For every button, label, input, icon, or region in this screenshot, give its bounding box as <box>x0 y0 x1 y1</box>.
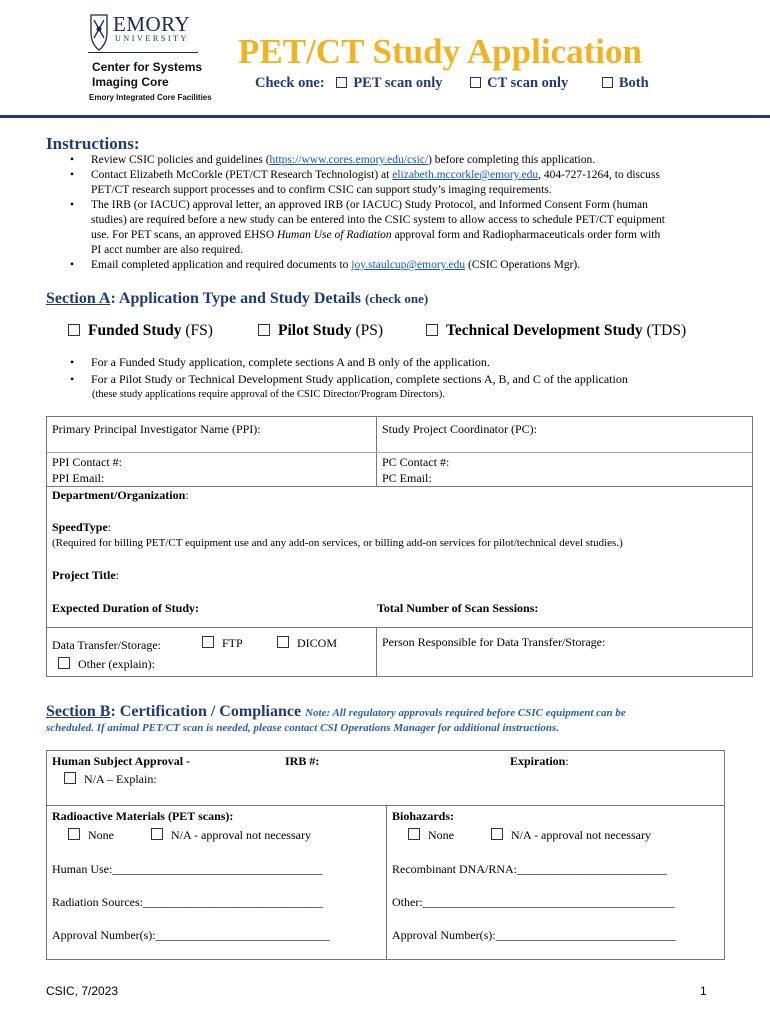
instr2-text: Contact Elizabeth McCorkle (PET/CT Research Technologist) at <box>91 169 393 181</box>
responsible-field[interactable]: Person Responsible for Data Transfer/Storage: <box>382 635 606 649</box>
ct-scan-label: CT scan only <box>487 75 569 91</box>
department-label: Department/Organization <box>52 488 186 502</box>
radioactive-none-option[interactable] <box>68 828 114 843</box>
pilot-study-code: (PS) <box>351 322 384 339</box>
radioactive-none-label: None <box>88 828 114 842</box>
instr3-emph: Human Use of Radiation <box>277 229 392 241</box>
pilot-study-checkbox[interactable] <box>258 324 270 336</box>
tech-dev-option[interactable] <box>426 322 686 340</box>
ftp-label: FTP <box>222 636 243 650</box>
section-a-bullet: • For a Funded Study application, complete sections A and B only of the application. <box>67 354 747 371</box>
section-a-bullets <box>67 354 747 388</box>
staulcup-email-link[interactable]: joy.staulcup@emory.edu <box>351 259 466 271</box>
na-explain-option[interactable] <box>64 772 157 787</box>
speedtype-note: (Required for billing PET/CT equipment use and any add-on services, or billing add-on services for pilot/technical devel studies.) <box>52 537 623 549</box>
section-a-table <box>46 416 753 677</box>
pc-name-field[interactable]: Study Project Coordinator (PC): <box>382 422 537 436</box>
instructions-title: Instructions: <box>46 134 140 153</box>
irb-field[interactable]: IRB #: <box>285 754 320 768</box>
ppi-contact-field[interactable]: PPI Contact #: <box>52 455 123 469</box>
instr1-post: ) before completing this application. <box>428 154 596 166</box>
mccorkle-email-link[interactable]: elizabeth.mccorkle@emory.edu <box>392 169 539 181</box>
instr3-line2: studies) are required before a new study can be entered into the CSIC system to allow access to schedule PET/CT equipment <box>91 214 665 226</box>
instruction-item <box>67 168 747 198</box>
dicom-checkbox[interactable] <box>277 636 289 648</box>
page-title: PET/CT Study Application <box>238 32 642 71</box>
center-line1: Center for Systems <box>92 60 203 74</box>
bio-none-option[interactable] <box>408 828 454 843</box>
ftp-checkbox[interactable] <box>202 636 214 648</box>
speedtype-label: SpeedType <box>52 520 108 534</box>
emory-shield-icon <box>88 12 110 52</box>
project-title-label: Project Title <box>52 568 116 582</box>
other-biohazard-field[interactable]: Other:__________________________________________ <box>392 895 675 909</box>
tech-dev-checkbox[interactable] <box>426 324 438 336</box>
dicom-option[interactable] <box>277 636 337 651</box>
both-checkbox[interactable] <box>602 77 613 88</box>
transfer-label: Data Transfer/Storage: <box>52 638 161 652</box>
section-b-note2: scheduled. If animal PET/CT scan is needed, please contact CSI Operations Manager for additional instructions. <box>46 722 560 734</box>
instr4-text: Email completed application and required documents to <box>91 259 352 271</box>
bio-na-checkbox[interactable] <box>491 828 503 840</box>
radioactive-na-label: N/A - approval not necessary <box>171 828 311 842</box>
pc-contact-field[interactable]: PC Contact #: <box>382 455 450 469</box>
instruction-item <box>67 198 747 258</box>
department-field[interactable]: Department/Organization: <box>52 488 189 502</box>
header-rule <box>0 115 770 118</box>
dicom-label: DICOM <box>297 636 338 650</box>
radioactive-na-option[interactable] <box>151 828 311 843</box>
facilities-name: Emory Integrated Core Facilities <box>89 93 212 102</box>
human-subject-label: Human Subject Approval - <box>52 754 191 768</box>
instruction-item <box>67 153 747 168</box>
instr1-text: Review CSIC policies and guidelines ( <box>91 154 270 166</box>
logo-university: UNIVERSITY <box>115 34 189 43</box>
funded-study-code: (FS) <box>181 322 213 339</box>
recombinant-field[interactable]: Recombinant DNA/RNA:_________________________ <box>392 862 667 876</box>
logo-divider <box>88 52 198 53</box>
funded-study-option[interactable] <box>68 322 213 340</box>
section-b-heading <box>46 703 626 721</box>
section-a-check: (check one) <box>365 291 429 306</box>
section-b-title: : Certification / Compliance <box>110 703 306 720</box>
radioactive-label: Radioactive Materials (PET scans): <box>52 809 234 823</box>
pc-email-field[interactable]: PC Email: <box>382 471 432 485</box>
instruction-item <box>67 258 747 273</box>
csic-link[interactable]: https://www.cores.emory.edu/csic/ <box>269 154 429 166</box>
instr4-post: (CSIC Operations Mgr). <box>465 259 581 271</box>
both-label: Both <box>618 75 649 91</box>
tech-dev-code: (TDS) <box>642 322 687 339</box>
pet-scan-checkbox[interactable] <box>336 77 347 88</box>
instr3-line3: use. For PET scans, an approved EHSO <box>91 229 277 241</box>
logo-emory: EMORY <box>113 12 191 36</box>
section-b-label: Section B <box>46 703 111 720</box>
funded-study-checkbox[interactable] <box>68 324 80 336</box>
radioactive-na-checkbox[interactable] <box>151 828 163 840</box>
biohazards-label: Biohazards: <box>392 809 455 823</box>
expiration-label: Expiration <box>510 754 566 768</box>
section-a-bullet: • For a Pilot Study or Technical Development Study application, complete sections A, B, and C of the application <box>67 371 747 388</box>
pet-scan-label: PET scan only <box>353 75 443 91</box>
page-number: 1 <box>700 984 707 998</box>
pilot-study-label: Pilot Study <box>278 322 352 339</box>
na-explain-checkbox[interactable] <box>64 772 76 784</box>
instr3-line1: The IRB (or IACUC) approval letter, an approved IRB (or IACUC) Study Protocol, and Informed Consent Form (human <box>91 199 648 211</box>
other-label: Other (explain): <box>78 657 155 671</box>
instr2-post: , 404-727-1264, to discuss <box>538 169 660 181</box>
center-name <box>92 60 202 90</box>
check-one-label: Check one: <box>255 75 325 91</box>
human-use-field[interactable]: Human Use:___________________________________ <box>52 862 323 876</box>
speedtype-field[interactable]: SpeedType: <box>52 520 112 534</box>
approval-note: (these study applications require approval of the CSIC Director/Program Directors). <box>92 389 445 400</box>
approval-right-field[interactable]: Approval Number(s):______________________________ <box>392 928 676 942</box>
section-b-note1: Note: All regulatory approvals required before CSIC equipment can be <box>305 707 626 719</box>
footer-date: CSIC, 7/2023 <box>46 984 119 998</box>
section-a-heading <box>46 290 428 308</box>
other-option[interactable] <box>58 657 155 672</box>
ftp-option[interactable] <box>202 636 243 651</box>
duration-field[interactable]: Expected Duration of Study: <box>52 601 200 615</box>
instr3-line4: PI acct number are also required. <box>91 244 243 256</box>
scan-type-row <box>255 75 649 92</box>
center-line2: Imaging Core <box>92 75 169 89</box>
bio-na-option[interactable] <box>491 828 651 843</box>
expiration-field[interactable]: Expiration: <box>510 754 569 768</box>
approval-left-field[interactable]: Approval Number(s):_____________________________ <box>52 928 330 942</box>
pilot-study-option[interactable] <box>258 322 383 340</box>
instructions-list <box>67 153 747 273</box>
bio-na-label: N/A - approval not necessary <box>511 828 651 842</box>
ppi-email-field[interactable]: PPI Email: <box>52 471 105 485</box>
other-checkbox[interactable] <box>58 657 70 669</box>
section-b-table <box>46 750 725 960</box>
bio-none-checkbox[interactable] <box>408 828 420 840</box>
bio-none-label: None <box>428 828 454 842</box>
instr3-line3-post: approval form and Radiopharmaceuticals order form with <box>391 229 661 241</box>
ct-scan-checkbox[interactable] <box>470 77 481 88</box>
funded-study-label: Funded Study <box>88 322 182 339</box>
radiation-sources-field[interactable]: Radiation Sources:______________________________ <box>52 895 323 909</box>
radioactive-none-checkbox[interactable] <box>68 828 80 840</box>
na-explain-label: N/A – Explain: <box>84 772 157 786</box>
ppi-name-field[interactable]: Primary Principal Investigator Name (PPI): <box>52 422 261 436</box>
scan-sessions-field[interactable]: Total Number of Scan Sessions: <box>377 601 539 615</box>
instr2-line2: PET/CT research support processes and to confirm CSIC can support study’s imaging requirements. <box>91 184 552 196</box>
section-a-title: : Application Type and Study Details <box>110 290 366 307</box>
section-a-label: Section A <box>46 290 111 307</box>
tech-dev-label: Technical Development Study <box>446 322 643 339</box>
project-title-field[interactable]: Project Title: <box>52 568 119 582</box>
